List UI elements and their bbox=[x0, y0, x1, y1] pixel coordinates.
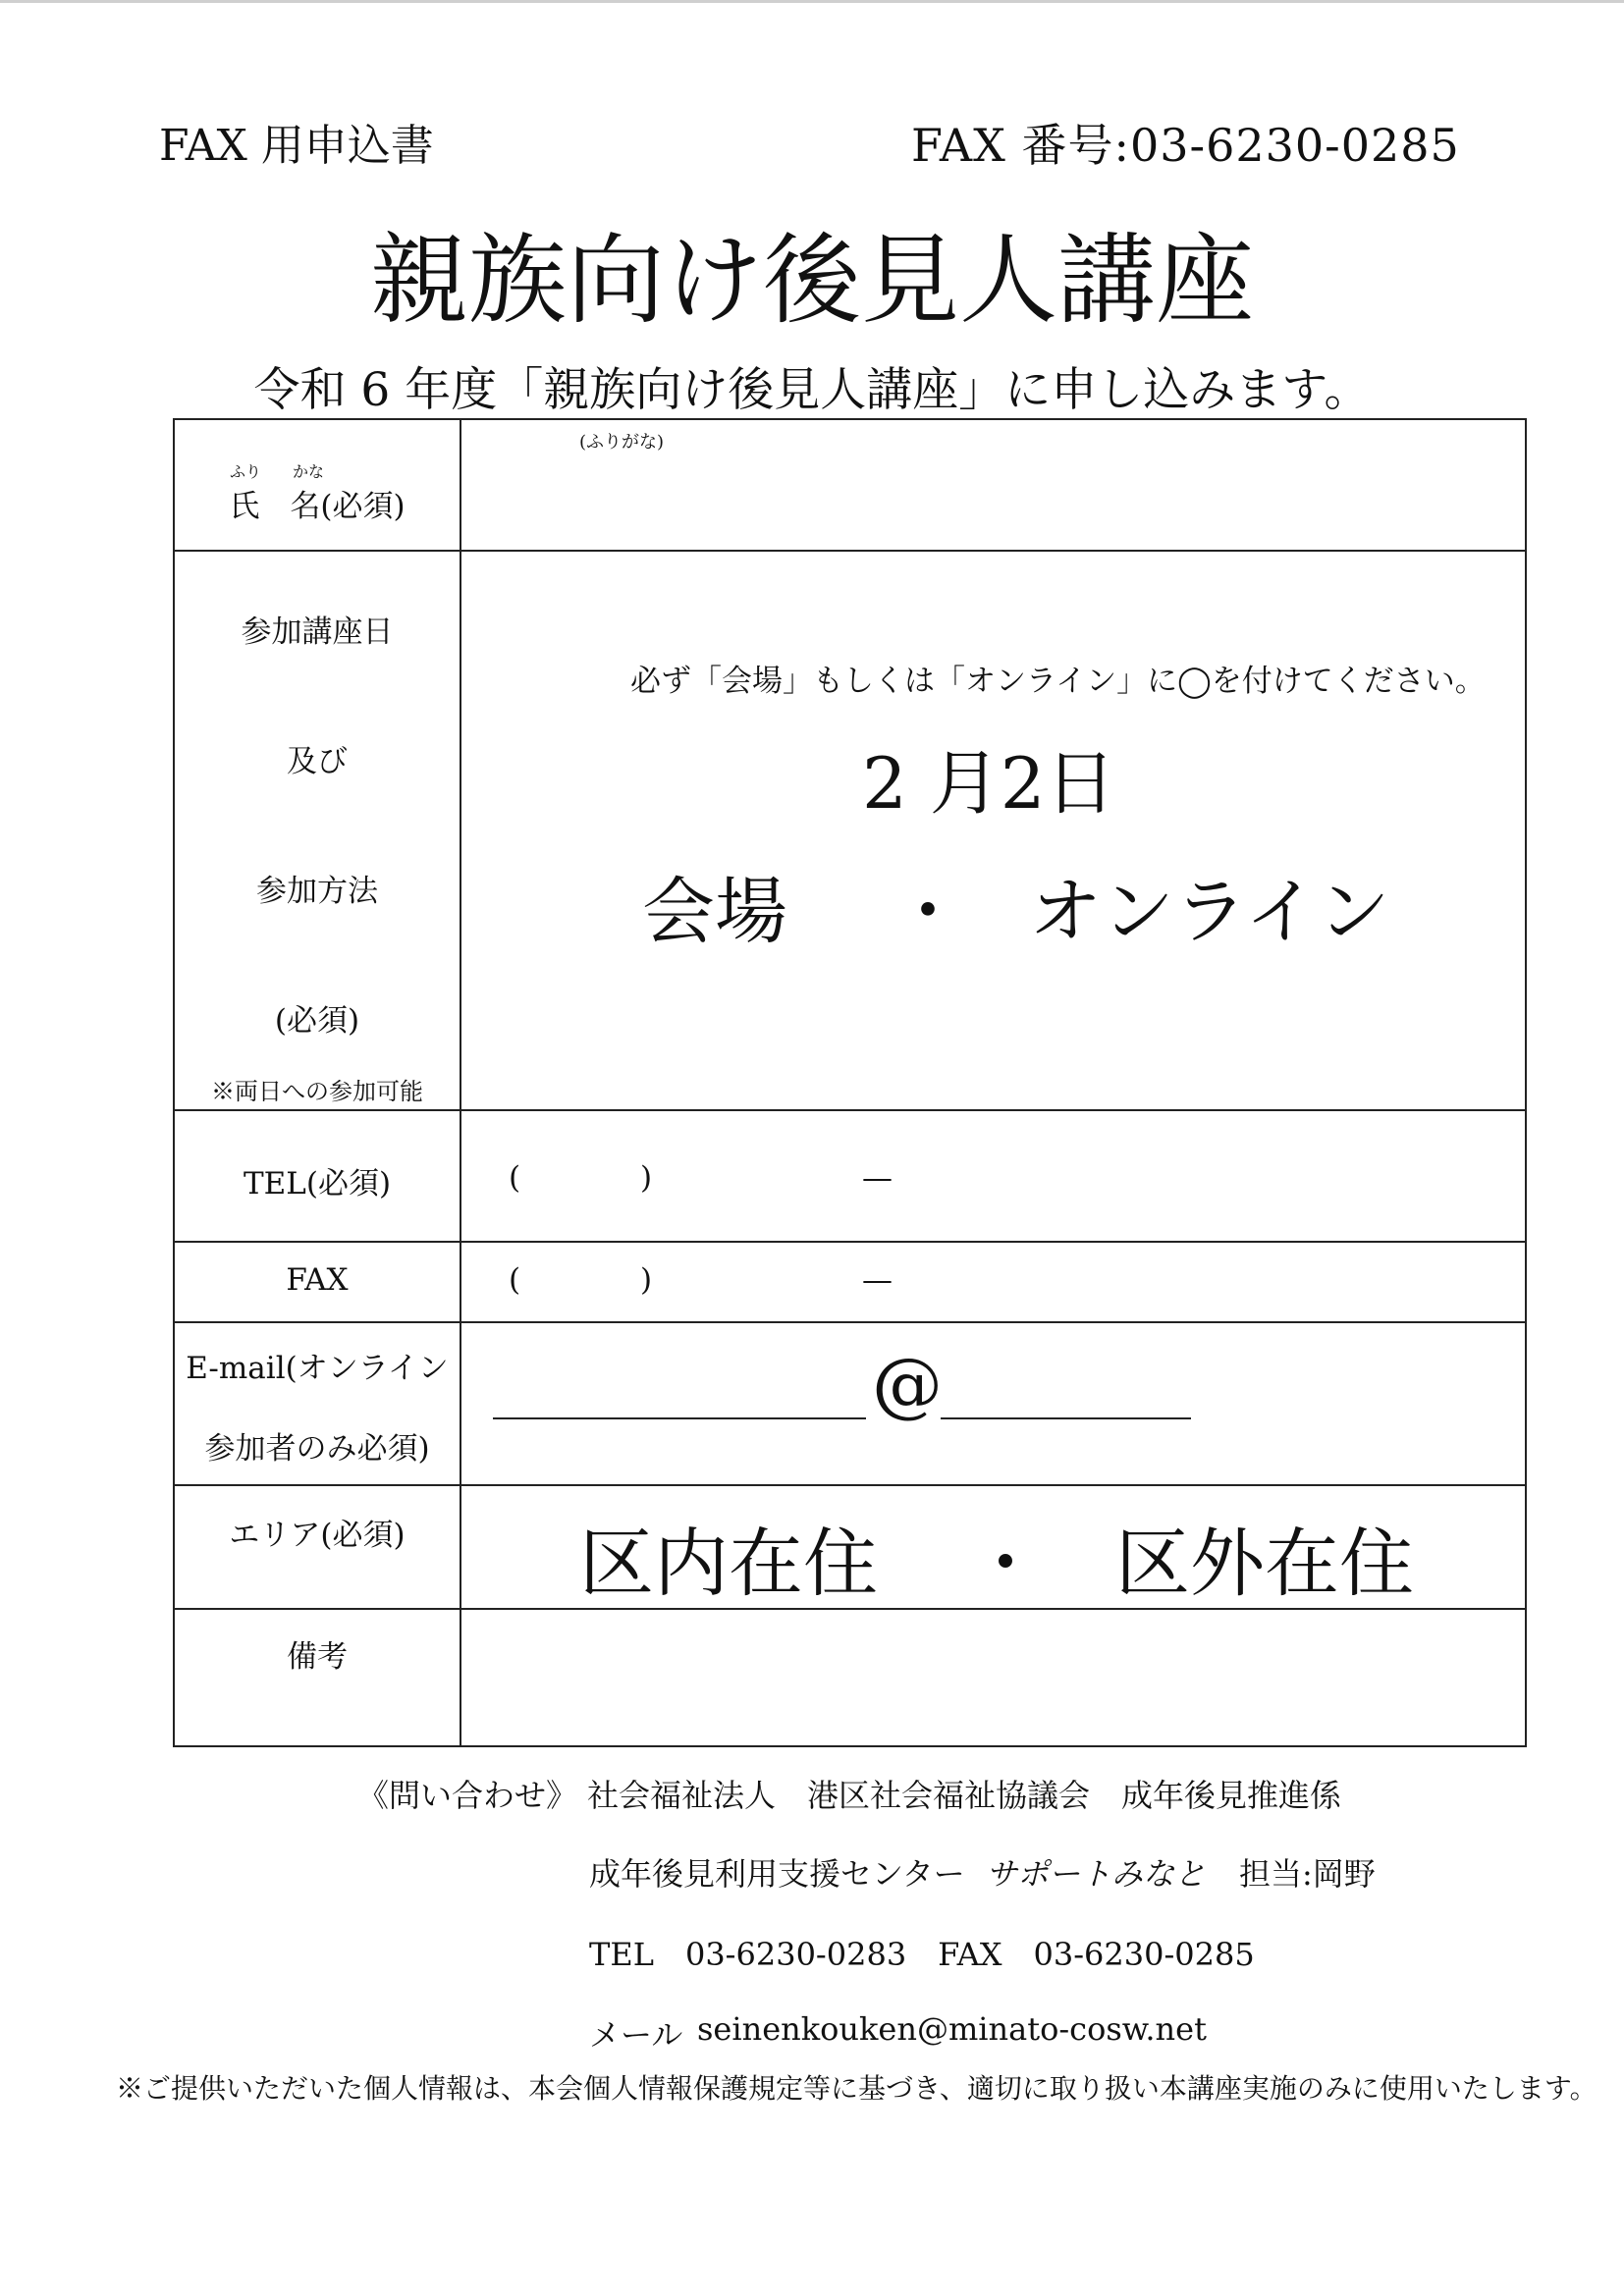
contact-person: 担当:岡野 bbox=[1239, 1855, 1376, 1893]
email-at-sign: @ bbox=[872, 1343, 943, 1425]
remarks-field[interactable] bbox=[469, 1618, 1510, 1735]
both-days-note: ※両日への参加可能 bbox=[211, 1078, 423, 1105]
fax-number-label: FAX 番号:03-6230-0285 bbox=[911, 119, 1460, 172]
tel-close-paren: ) bbox=[640, 1160, 653, 1196]
form-type-label: FAX 用申込書 bbox=[159, 121, 434, 171]
name-row bbox=[175, 420, 1525, 552]
page-subtitle: 令和 6 年度「親族向け後見人講座」に申し込みます。 bbox=[253, 363, 1371, 417]
required-label: (必須) bbox=[274, 1003, 360, 1039]
tel-dash: — bbox=[862, 1160, 893, 1196]
fax-row bbox=[175, 1243, 1525, 1323]
fax-open-paren: ( bbox=[509, 1262, 521, 1298]
furigana-hint: (ふりがな) bbox=[579, 432, 665, 453]
remarks-label: 備考 bbox=[287, 1639, 348, 1675]
email-label-line1: E-mail(オンライン bbox=[186, 1351, 449, 1386]
ruby-uji: ふり bbox=[230, 462, 262, 481]
option-outside-ward[interactable]: 区外在住 bbox=[1115, 1520, 1414, 1607]
method-label: 参加方法 bbox=[256, 874, 378, 909]
email-label-line2: 参加者のみ必須) bbox=[204, 1431, 430, 1467]
contact-heading: 《問い合わせ》 bbox=[357, 1777, 578, 1814]
tel-row bbox=[175, 1111, 1525, 1243]
option-separator: ・ bbox=[892, 870, 964, 954]
page-title: 親族向け後見人講座 bbox=[370, 223, 1254, 338]
tel-label: TEL(必須) bbox=[243, 1166, 392, 1201]
fax-label: FAX bbox=[286, 1262, 349, 1298]
contact-email-link[interactable]: seinenkouken@minato-cosw.net bbox=[697, 2010, 1207, 2048]
option-online[interactable]: オンライン bbox=[1029, 870, 1390, 954]
name-field[interactable] bbox=[469, 459, 1510, 538]
tel-open-paren: ( bbox=[509, 1160, 521, 1196]
and-label: 及び bbox=[287, 744, 348, 779]
area-label: エリア(必須) bbox=[229, 1518, 406, 1553]
contact-center-name: 成年後見利用支援センター bbox=[589, 1855, 965, 1893]
scan-edge bbox=[0, 0, 1624, 3]
area-row bbox=[175, 1486, 1525, 1610]
contact-nickname: サポートみなと bbox=[986, 1855, 1207, 1893]
attendance-instruction: 必ず「会場」もしくは「オンライン」に◯を付けてください。 bbox=[630, 664, 1486, 699]
remarks-row bbox=[175, 1610, 1525, 1745]
date-method-row bbox=[175, 552, 1525, 1111]
application-form-table bbox=[173, 418, 1527, 1747]
option-venue[interactable]: 会場 bbox=[642, 870, 787, 954]
fax-dash: — bbox=[862, 1262, 893, 1298]
option-inside-ward[interactable]: 区内在住 bbox=[579, 1520, 878, 1607]
email-row bbox=[175, 1323, 1525, 1486]
email-local-line[interactable] bbox=[493, 1362, 866, 1419]
fax-close-paren: ) bbox=[640, 1262, 653, 1298]
contact-phone-fax: TEL 03-6230-0283 FAX 03-6230-0285 bbox=[589, 1936, 1255, 1973]
email-domain-line[interactable] bbox=[941, 1362, 1191, 1419]
contact-mail-label: メール bbox=[589, 2016, 683, 2054]
privacy-note: ※ご提供いただいた個人情報は、本会個人情報保護規定等に基づき、適切に取り扱い本講座実施のみに使用いたします。 bbox=[116, 2072, 1597, 2105]
date-label: 参加講座日 bbox=[241, 614, 394, 650]
fax-field[interactable] bbox=[469, 1249, 1510, 1317]
area-separator: ・ bbox=[968, 1520, 1043, 1607]
course-date: 2 月2日 bbox=[862, 742, 1116, 825]
tel-field[interactable] bbox=[469, 1141, 1510, 1219]
ruby-na: かな bbox=[293, 462, 325, 481]
name-label: 氏 名(必須) bbox=[229, 489, 406, 524]
contact-organization: 社会福祉法人 港区社会福祉協議会 成年後見推進係 bbox=[587, 1777, 1342, 1814]
